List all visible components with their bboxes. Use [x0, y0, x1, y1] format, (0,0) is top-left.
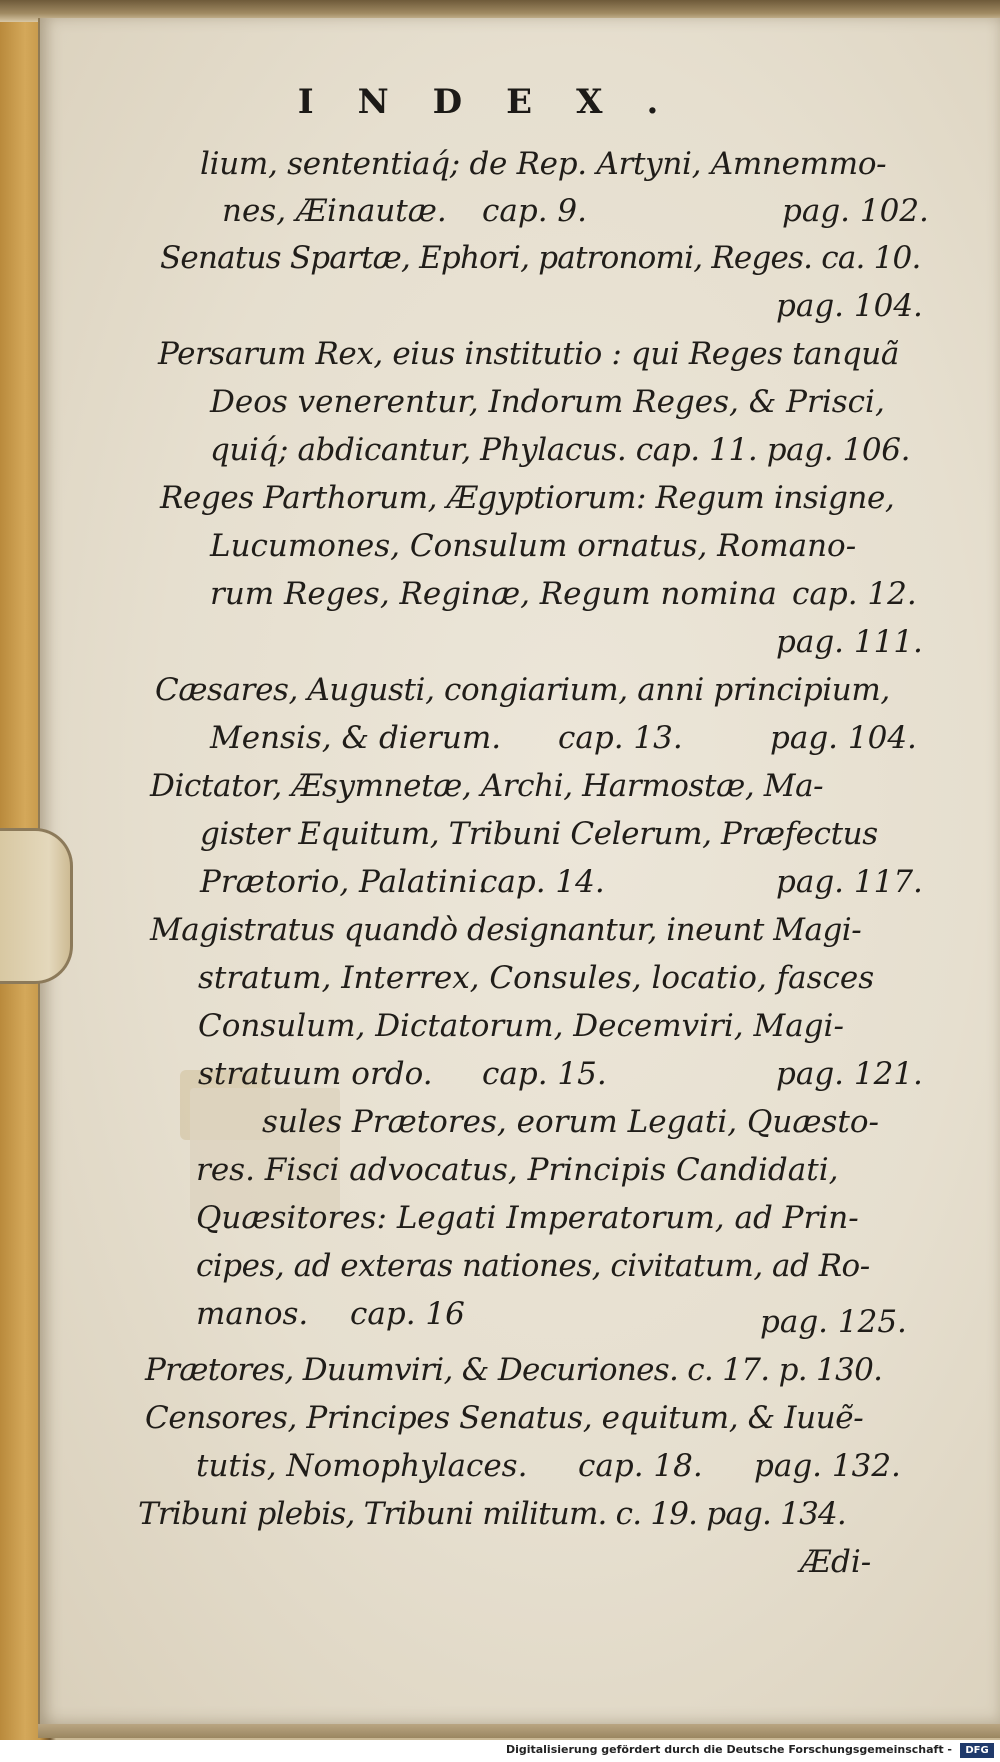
- digitization-footer: [0, 1740, 1000, 1762]
- page-bottom-edge: [38, 1724, 1000, 1738]
- index-chapter-ref: cap. 14.: [480, 864, 605, 900]
- index-line: Persarum Rex, eius institutio : qui Reges tanquã: [158, 336, 899, 372]
- index-line: res. Fisci advocatus, Principis Candidati,: [196, 1152, 839, 1188]
- index-line: Cæsares, Augusti, congiarium, anni principium,: [155, 672, 890, 708]
- index-chapter-ref: cap. 16: [350, 1296, 465, 1332]
- dfg-logo: DFG: [960, 1743, 994, 1758]
- index-line: Senatus Spartæ, Ephori, patronomi, Reges. ca. 10.: [160, 240, 921, 276]
- index-line: Mensis, & dierum.: [210, 720, 502, 756]
- index-chapter-ref: cap. 15.: [482, 1056, 607, 1092]
- index-page-ref: pag. 117.: [776, 864, 923, 900]
- index-line: stratum, Interrex, Consules, locatio, fasces: [198, 960, 875, 996]
- index-page-ref: pag. 104.: [770, 720, 917, 756]
- catchword: Ædi-: [800, 1544, 872, 1580]
- index-page-ref: pag. 104.: [776, 288, 923, 324]
- index-line: Quæsitores: Legati Imperatorum, ad Prin-: [196, 1200, 859, 1236]
- index-line: nes, Æinautæ.: [222, 193, 447, 229]
- index-chapter-ref: cap. 13.: [558, 720, 683, 756]
- clasp-ribbon: [0, 828, 73, 984]
- index-line: Prætores, Duumviri, & Decuriones. c. 17. p. 130.: [145, 1352, 883, 1388]
- index-line: rum Reges, Reginæ, Regum nomina: [210, 576, 777, 612]
- index-line: lium, sententiaq́; de Rep. Artyni, Amnemmo-: [200, 146, 887, 182]
- index-line: sules Prætores, eorum Legati, Quæsto-: [262, 1104, 880, 1140]
- index-line: Dictator, Æsymnetæ, Archi, Harmostæ, Ma-: [150, 768, 824, 804]
- index-line: Consulum, Dictatorum, Decemviri, Magi-: [198, 1008, 844, 1044]
- index-page-ref: pag. 102.: [782, 193, 929, 229]
- index-line: manos.: [196, 1296, 309, 1332]
- index-chapter-ref: cap. 12.: [792, 576, 917, 612]
- index-page-ref: pag. 132.: [754, 1448, 901, 1484]
- index-line: gister Equitum, Tribuni Celerum, Præfectus: [200, 816, 878, 852]
- index-line: Reges Parthorum, Ægyptiorum: Regum insigne,: [160, 480, 895, 516]
- index-line: Tribuni plebis, Tribuni militum. c. 19. pag. 134.: [138, 1496, 846, 1532]
- index-line: Censores, Principes Senatus, equitum, & Iuuẽ-: [145, 1400, 864, 1436]
- index-line: cipes, ad exteras nationes, civitatum, ad Ro-: [196, 1248, 870, 1284]
- index-page-ref: pag. 125.: [760, 1304, 907, 1340]
- index-line: tutis, Nomophylaces.: [196, 1448, 528, 1484]
- footer-credit: Digitalisierung gefördert durch die Deutsche Forschungsgemeinschaft -: [505, 1743, 952, 1756]
- index-page-ref: pag. 111.: [776, 624, 923, 660]
- index-line: Deos venerentur, Indorum Reges, & Prisci,: [210, 384, 885, 420]
- page-header-index: INDEX.: [297, 82, 703, 122]
- index-line: Prætorio, Palatini.: [200, 864, 488, 900]
- index-chapter-ref: cap. 9.: [482, 193, 587, 229]
- index-line: Magistratus quandò designantur, ineunt Magi-: [150, 912, 862, 948]
- index-chapter-ref: cap. 18.: [578, 1448, 703, 1484]
- index-page-ref: pag. 121.: [776, 1056, 923, 1092]
- index-line: stratuum ordo.: [198, 1056, 433, 1092]
- index-line: Lucumones, Consulum ornatus, Romano-: [210, 528, 857, 564]
- index-line: quiq́; abdicantur, Phylacus. cap. 11. pag. 106.: [210, 432, 911, 468]
